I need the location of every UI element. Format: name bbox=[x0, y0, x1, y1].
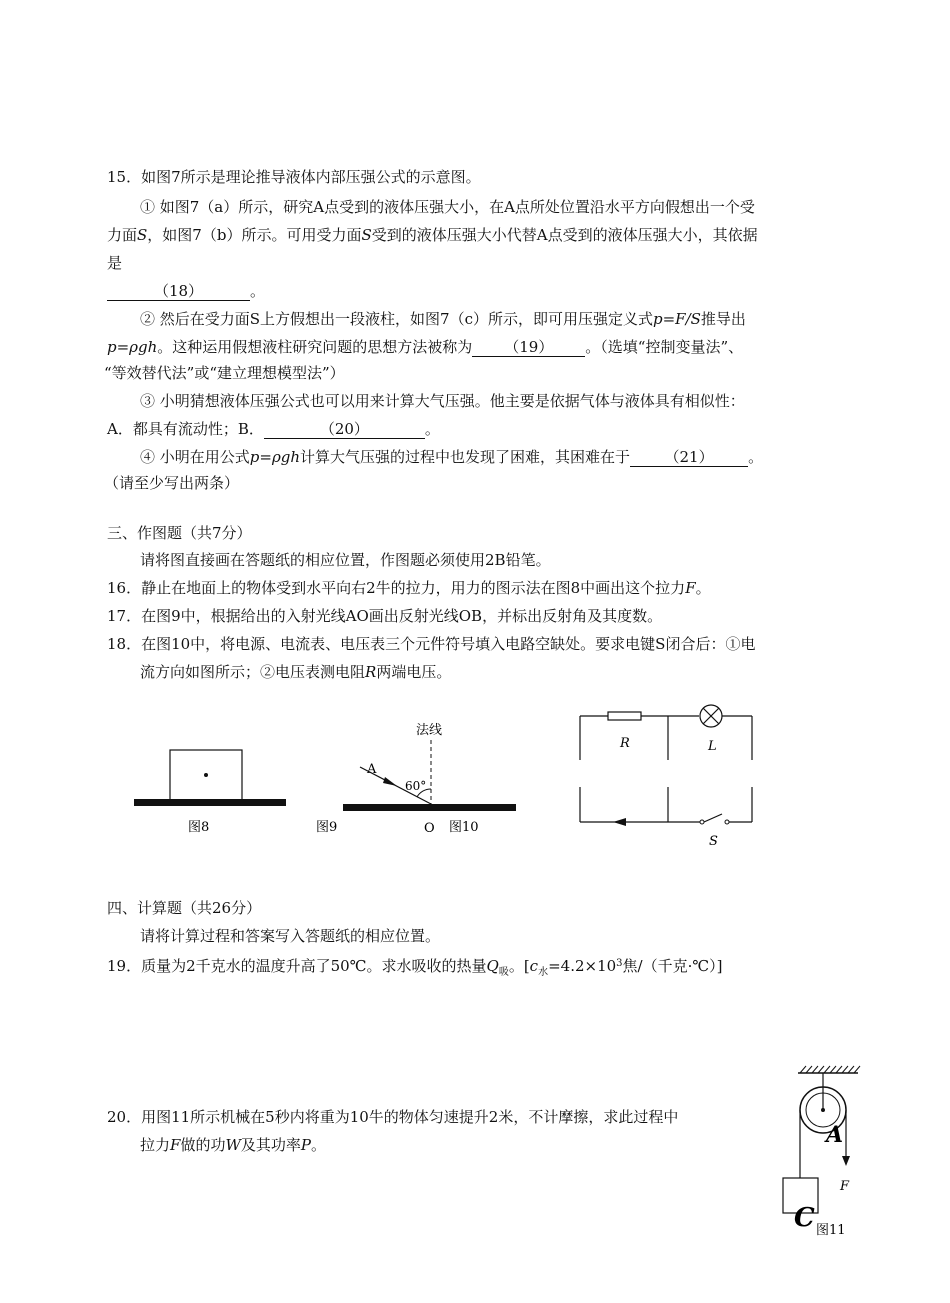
q15-part4-line1: ④ 小明在用公式p=ρgh计算大气压强的过程中也发现了困难，其困难在于 （21） 。 bbox=[140, 448, 764, 466]
switch-contact-right bbox=[725, 820, 729, 824]
angle-label: 60° bbox=[405, 779, 427, 793]
q15-part1-line2: 力面S，如图7（b）所示。可用受力面S受到的液体压强大小代替A点受到的液体压强大小，其依据 bbox=[107, 226, 758, 244]
answer-blank-21[interactable]: （21） bbox=[630, 448, 748, 467]
force-arrowhead bbox=[842, 1156, 850, 1166]
normal-label: 法线 bbox=[416, 723, 443, 738]
figure-11-pulley bbox=[770, 1060, 880, 1250]
resistor-R bbox=[608, 712, 641, 720]
label-C: C bbox=[794, 1203, 815, 1233]
q20-text-line1: 20．用图11所示机械在5秒内将重为10牛的物体匀速提升2米，不计摩擦，求此过程中 bbox=[107, 1108, 679, 1126]
section3-title: 三、作图题（共7分） bbox=[107, 524, 252, 542]
q15-part2-line3: “等效替代法”或“建立理想模型法”） bbox=[104, 364, 345, 382]
answer-blank-20[interactable]: （20） bbox=[264, 420, 425, 439]
switch-S-blade bbox=[704, 814, 722, 822]
figure-9 bbox=[316, 722, 516, 836]
answer-blank-19[interactable]: （19） bbox=[472, 338, 585, 357]
fig10-caption: 图10 bbox=[449, 820, 479, 835]
ceiling-hatching bbox=[800, 1066, 860, 1073]
mirror-surface bbox=[343, 804, 516, 811]
force-label-F: F bbox=[840, 1179, 850, 1194]
q20-text-line2: 拉力F做的功W及其功率P。 bbox=[140, 1136, 326, 1154]
q18-text-line1: 18．在图10中，将电源、电流表、电压表三个元件符号填入电路空缺处。要求电键S闭合后：①电 bbox=[107, 635, 756, 653]
fig11-caption: 图11 bbox=[816, 1223, 846, 1238]
q15-part3-line2: A．都具有流动性；B． （20） 。 bbox=[107, 420, 440, 438]
q17-text: 17．在图9中，根据给出的入射光线AO画出反射光线OB，并标出反射角及其度数。 bbox=[107, 607, 663, 625]
center-point bbox=[204, 773, 208, 777]
section4-title: 四、计算题（共26分） bbox=[107, 899, 262, 917]
ray-arrowhead bbox=[383, 777, 397, 786]
point-O-label: O bbox=[424, 821, 435, 836]
q15-part2-line1: ② 然后在受力面S上方假想出一段液柱，如图7（c）所示，即可用压强定义式p=F/S推导出 bbox=[140, 310, 746, 328]
label-A: A bbox=[826, 1122, 844, 1148]
pulley-axle bbox=[821, 1108, 825, 1112]
figure-10-circuit bbox=[580, 705, 752, 822]
fig9-caption: 图9 bbox=[316, 820, 338, 835]
q15-part4-line2: （请至少写出两条） bbox=[104, 474, 240, 492]
lamp-label-L: L bbox=[708, 739, 717, 754]
q15-part1-line3: 是 bbox=[107, 254, 123, 272]
q19-text: 19．质量为2千克水的温度升高了50℃。求水吸收的热量$Q_吸$。[$c_水=4.2\times 10^3$焦/（千克·℃）] bbox=[107, 957, 723, 978]
answer-blank-18[interactable]: （18） bbox=[107, 282, 250, 301]
ray-label-A: A bbox=[367, 762, 377, 777]
current-direction-arrow bbox=[613, 818, 626, 826]
q15-part1-line4: （18） 。 bbox=[107, 281, 265, 301]
fig8-caption: 图8 bbox=[188, 820, 210, 835]
q15-part1-line1: ① 如图7（a）所示，研究A点受到的液体压强大小，在A点所处位置沿水平方向假想出一个受 bbox=[140, 198, 755, 216]
switch-label-S: S bbox=[709, 834, 718, 849]
q15-stem: 15．如图7所示是理论推导液体内部压强公式的示意图。 bbox=[107, 168, 481, 186]
figure-8 bbox=[134, 750, 286, 835]
q15-part3-line1: ③ 小明猜想液体压强公式也可以用来计算大气压强。他主要是依据气体与液体具有相似性： bbox=[140, 392, 745, 410]
q15-part2-line2: p=ρgh。这种运用假想液柱研究问题的思想方法被称为 （19） 。（选填“控制变量法”、 bbox=[107, 338, 744, 356]
ground bbox=[134, 799, 286, 806]
q18-text-line2: 流方向如图所示；②电压表测电阻R两端电压。 bbox=[140, 663, 452, 681]
resistor-label-R: R bbox=[620, 736, 630, 751]
q16-text: 16．静止在地面上的物体受到水平向右2牛的拉力，用力的图示法在图8中画出这个拉力F。 bbox=[107, 579, 711, 597]
section3-note: 请将图直接画在答题纸的相应位置，作图题必须使用2B铅笔。 bbox=[140, 551, 551, 569]
switch-contact-left bbox=[700, 820, 704, 824]
section4-note: 请将计算过程和答案写入答题纸的相应位置。 bbox=[140, 927, 441, 945]
